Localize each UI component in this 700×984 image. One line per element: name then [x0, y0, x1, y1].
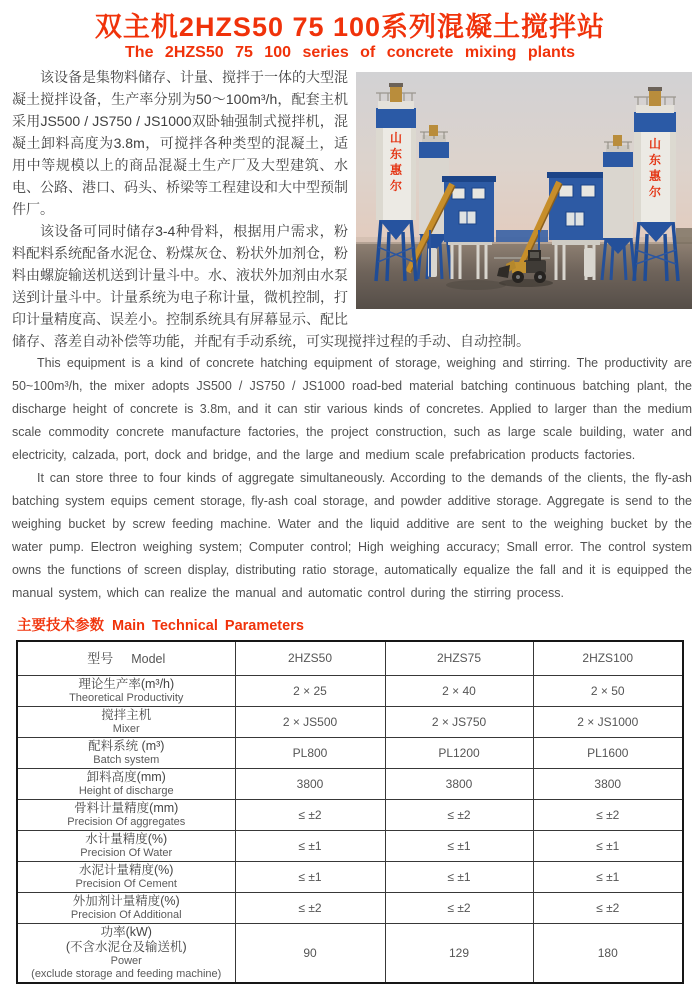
value-cell: ≤ ±2	[385, 892, 533, 923]
value-cell: 3800	[235, 768, 385, 799]
param-cell	[17, 641, 235, 675]
value-cell: 2 × JS750	[385, 706, 533, 737]
value-cell: 2 × JS1000	[533, 706, 683, 737]
value-cell: ≤ ±1	[533, 861, 683, 892]
param-cell: 骨料计量精度(mm) Precision Of aggregates	[17, 799, 235, 830]
model-cell: 2HZS50	[235, 641, 385, 675]
value-cell: ≤ ±1	[385, 861, 533, 892]
table-row	[17, 799, 683, 830]
table-row	[17, 892, 683, 923]
svg-text:东: 东	[389, 147, 403, 161]
table-row	[17, 737, 683, 768]
param-cell: 功率(kW) (不含水泥仓及输送机) Power (exclude storage and feeding machine)	[17, 923, 235, 983]
intro-section	[0, 66, 700, 605]
value-cell: ≤ ±1	[533, 830, 683, 861]
value-cell: 3800	[385, 768, 533, 799]
svg-text:惠: 惠	[389, 163, 403, 177]
value-cell: ≤ ±1	[235, 861, 385, 892]
value-cell: 2 × JS500	[235, 706, 385, 737]
value-cell: 2 × 25	[235, 675, 385, 706]
section-heading-cn: 主要技术参数	[17, 618, 104, 634]
model-cell: 2HZS75	[385, 641, 533, 675]
value-cell: 2 × 40	[385, 675, 533, 706]
table-row	[17, 830, 683, 861]
page-title: 双主机2HZS50 75 100系列混凝土搅拌站	[94, 12, 606, 42]
param-cell: 搅拌主机 Mixer	[17, 706, 235, 737]
value-cell: ≤ ±2	[235, 892, 385, 923]
value-cell: PL800	[235, 737, 385, 768]
param-cell: 水泥计量精度(%) Precision Of Cement	[17, 861, 235, 892]
value-cell: PL1600	[533, 737, 683, 768]
model-label-cn: 型号	[87, 651, 114, 667]
svg-text:山: 山	[648, 137, 662, 151]
value-cell: 2 × 50	[533, 675, 683, 706]
value-cell: 180	[533, 923, 683, 983]
parameters-table	[16, 640, 684, 984]
intro-paragraph-en-1: This equipment is a kind of concrete hatching equipment of storage, weighing and stirring. The productivity are 50~100m³/h, the mixer adopts JS500 / JS750 / JS1000 road-bed material batching continuous batching plant, the discharge height of concrete is 3.8m, and it can stir various kinds of concretes. Applied to larger than the medium scale commodity concrete manufacture factories, the project construction, such as large scale building, water and electricity, calzada, port, dock and bridge, and the large and medium scale prefabrication products factories.	[12, 356, 692, 462]
value-cell: ≤ ±1	[235, 830, 385, 861]
param-cell: 卸料高度(mm) Height of discharge	[17, 768, 235, 799]
value-cell: PL1200	[385, 737, 533, 768]
table-header-row	[17, 641, 683, 675]
table-row	[17, 861, 683, 892]
value-cell: ≤ ±2	[533, 799, 683, 830]
svg-text:山: 山	[389, 131, 403, 145]
param-cell: 配料系统 (m³) Batch system	[17, 737, 235, 768]
svg-text:东: 东	[648, 153, 662, 167]
plant-photo	[356, 72, 692, 309]
section-heading	[17, 614, 700, 635]
model-label-en: Model	[131, 652, 166, 667]
value-cell: 90	[235, 923, 385, 983]
value-cell: ≤ ±1	[385, 830, 533, 861]
svg-text:惠: 惠	[648, 169, 662, 183]
intro-paragraph-cn-2: 该设备可同时储存3-4种骨料，根据用户需求，粉料配料系统配备水泥仓、粉煤灰仓、粉状外加剂仓，粉料由螺旋输送机送到计量斗中。水、液状外加剂由水泵送到计量斗中。计量系统为电子称计量，微机控制，打印计量精度高、误差小。控制系统具有屏幕显示、配比储存、落差自动补偿等功能，并配有手动系统，可实现搅拌过程的手动、自动控制。	[12, 223, 530, 349]
plant-photo-illustration	[356, 72, 692, 309]
section-heading-en: Main Technical Parameters	[112, 618, 304, 634]
page-subtitle: The 2HZS50 75 100 series of concrete mixing plants	[125, 44, 575, 61]
table-row	[17, 675, 683, 706]
distant-trees	[676, 228, 692, 244]
table-row	[17, 923, 683, 983]
model-cell: 2HZS100	[533, 641, 683, 675]
param-cell: 理论生产率(m³/h) Theoretical Productivity	[17, 675, 235, 706]
table-row	[17, 706, 683, 737]
table-row	[17, 768, 683, 799]
intro-paragraph-en-2: It can store three to four kinds of aggregate simultaneously. According to the demands of the clients, the fly-ash batching system equips cement storage, fly-ash coal storage, and powder additive storage. Aggregate is send to the weighing bucket by screw feeding machine. Water and the liquid additive are sent to the weighing bucket by the water pump. Electron weighing system; Computer control; High weighing accuracy; Small error. The control system owns the functions of screen display, distributing ratio storage, automatically equalize the fall and it is equipped the manual system, which can realize the manual and automatic control during the stirring process.	[12, 471, 692, 600]
value-cell: 129	[385, 923, 533, 983]
intro-paragraph-cn-1: 该设备是集物料储存、计量、搅拌于一体的大型混凝土搅拌设备，生产率分别为50～100m³/h，配套主机采用JS500 / JS750 / JS1000双卧轴强制式搅拌机，混凝土卸料高度为3.8m，可搅拌各种类型的混凝土，适用中等规模以上的商品混凝土生产厂及大型建筑、水电、公路、港口、码头、桥梁等工程建设和大中型预制件厂。	[12, 69, 348, 217]
param-cell: 水计量精度(%) Precision Of Water	[17, 830, 235, 861]
value-cell: ≤ ±2	[533, 892, 683, 923]
value-cell: ≤ ±2	[385, 799, 533, 830]
value-cell: ≤ ±2	[235, 799, 385, 830]
value-cell: 3800	[533, 768, 683, 799]
svg-text:尔: 尔	[389, 179, 403, 193]
svg-text:尔: 尔	[648, 185, 662, 199]
param-cell: 外加剂计量精度(%) Precision Of Additional	[17, 892, 235, 923]
